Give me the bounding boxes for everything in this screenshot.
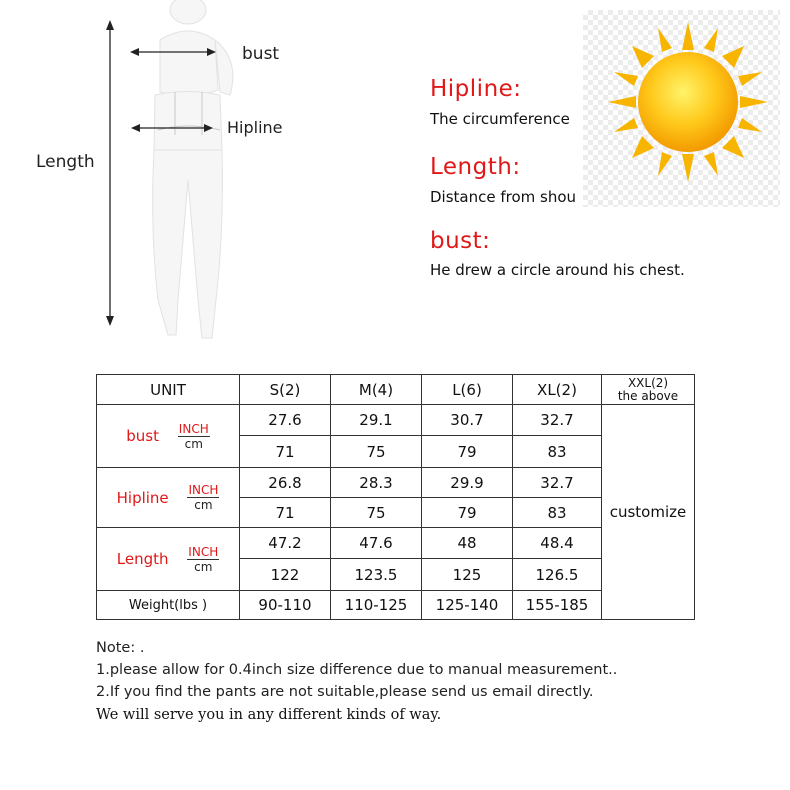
- inch-unit-label: INCH: [188, 544, 219, 559]
- bust-figure-label: bust: [242, 44, 280, 64]
- bust-definition-text: He drew a circle around his chest.: [430, 261, 685, 279]
- size-m-header: M(4): [331, 375, 422, 405]
- inch-unit-label: INCH: [188, 483, 219, 497]
- hipline-arrow: [131, 122, 213, 134]
- table-cell: 26.8: [240, 468, 331, 498]
- cm-unit-label: cm: [184, 436, 203, 451]
- table-cell: 83: [513, 498, 602, 528]
- note-line-3: We will serve you in any different kinds of way.: [96, 707, 442, 723]
- table-cell: 83: [513, 436, 602, 468]
- table-cell: 155-185: [513, 591, 602, 620]
- table-cell: 123.5: [331, 559, 422, 591]
- table-cell: 125: [422, 559, 513, 591]
- hipline-row-label: [97, 468, 240, 528]
- length-row-label: [97, 528, 240, 591]
- hipline-figure-label: Hipline: [227, 118, 283, 137]
- customize-cell: customize: [602, 405, 695, 620]
- table-cell: 29.1: [331, 405, 422, 436]
- table-cell: 48.4: [513, 528, 602, 559]
- size-l-header: L(6): [422, 375, 513, 405]
- inch-unit-label: INCH: [178, 421, 209, 436]
- size-chart-table: [96, 374, 695, 620]
- hipline-definition-text: The circumference: [430, 110, 570, 128]
- xxl-subtitle: the above: [617, 388, 679, 403]
- size-xxl-header: [602, 375, 695, 405]
- table-cell: 125-140: [422, 591, 513, 620]
- unit-header: UNIT: [97, 375, 240, 405]
- length-definition-title: Length:: [430, 154, 521, 180]
- table-cell: 122: [240, 559, 331, 591]
- size-xl-header: XL(2): [513, 375, 602, 405]
- table-cell: 75: [331, 498, 422, 528]
- table-cell: 79: [422, 436, 513, 468]
- table-cell: 30.7: [422, 405, 513, 436]
- bust-arrow: [130, 46, 216, 58]
- bust-row-label: [97, 405, 240, 468]
- table-cell: 47.2: [240, 528, 331, 559]
- cm-unit-label: cm: [194, 498, 213, 512]
- table-cell: 126.5: [513, 559, 602, 591]
- table-cell: 71: [240, 436, 331, 468]
- hipline-definition-title: Hipline:: [430, 76, 522, 102]
- length-definition-text: Distance from shou: [430, 188, 577, 206]
- note-line-2: 2.If you find the pants are not suitable,please send us email directly.: [96, 684, 594, 700]
- bust-definition-title: bust:: [430, 228, 491, 254]
- length-row-title: Length: [116, 550, 169, 568]
- size-s-header: S(2): [240, 375, 331, 405]
- hipline-row-title: Hipline: [116, 488, 169, 507]
- table-row: [97, 405, 695, 436]
- length-figure-label: Length: [36, 152, 95, 172]
- cm-unit-label: cm: [194, 559, 213, 574]
- table-cell: 71: [240, 498, 331, 528]
- unit-pair: [178, 422, 210, 451]
- note-heading: Note: .: [96, 640, 145, 656]
- table-cell: 27.6: [240, 405, 331, 436]
- table-cell: 79: [422, 498, 513, 528]
- unit-pair: [187, 545, 219, 574]
- table-header-row: [97, 375, 695, 405]
- table-cell: 28.3: [331, 468, 422, 498]
- note-line-1: 1.please allow for 0.4inch size difference due to manual measurement..: [96, 662, 618, 678]
- weight-row-label: Weight(lbs ): [97, 591, 240, 620]
- table-cell: 29.9: [422, 468, 513, 498]
- unit-pair: [187, 483, 219, 512]
- length-arrow: [102, 20, 118, 326]
- table-cell: 90-110: [240, 591, 331, 620]
- table-cell: 75: [331, 436, 422, 468]
- table-cell: 110-125: [331, 591, 422, 620]
- bust-row-title: bust: [126, 427, 160, 445]
- table-cell: 32.7: [513, 405, 602, 436]
- table-cell: 32.7: [513, 468, 602, 498]
- sun-icon: [583, 10, 780, 207]
- table-cell: 47.6: [331, 528, 422, 559]
- sun-image: [583, 10, 780, 207]
- xxl-label: XXL(2): [627, 375, 669, 390]
- table-cell: 48: [422, 528, 513, 559]
